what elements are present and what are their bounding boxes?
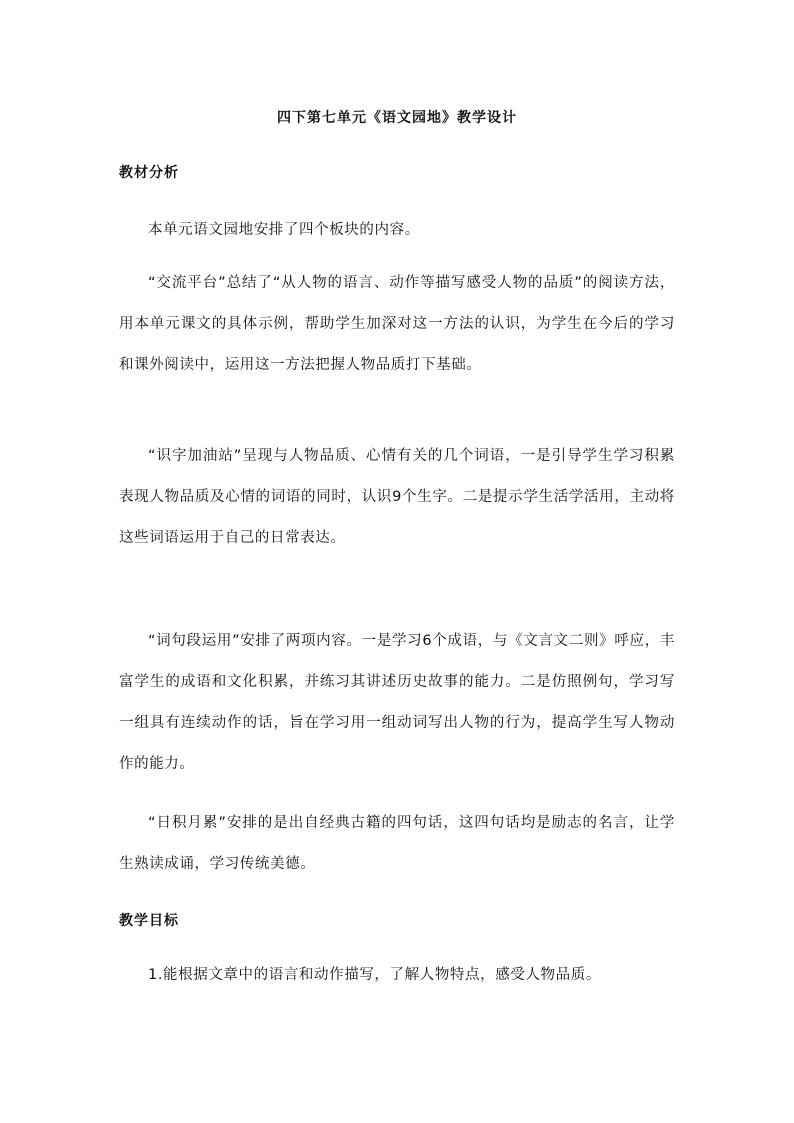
analysis-paragraph-5: “日积月累”安排的是出自经典古籍的四句话，这四句话均是励志的名言，让学生熟读成诵，学习传统美德。 xyxy=(119,815,675,872)
analysis-paragraph-3: “识字加油站”呈现与人物品质、心情有关的几个词语，一是引导学生学习积累表现人物品质及心情的词语的同时，认识9个生字。二是提示学生活学活用，主动将这些词语运用于自己的日常表达。 xyxy=(119,448,675,546)
objectives-paragraph-1: 1.能根据文章中的语言和动作描写，了解人物特点，感受人物品质。 xyxy=(148,967,601,983)
analysis-paragraph-4: “词句段运用”安排了两项内容。一是学习6个成语，与《文言文二则》呼应，丰富学生的成语和文化积累，并练习其讲述历史故事的能力。二是仿照例句，学习写一组具有连续动作的话，旨在学习用一组动词写出人物的行为，提高学生写人物动作的能力。 xyxy=(119,633,675,772)
section-heading-objectives: 教学目标 xyxy=(119,913,179,929)
analysis-paragraph-1: 本单元语文园地安排了四个板块的内容。 xyxy=(148,222,420,238)
document-title: 四下第七单元《语文园地》教学设计 xyxy=(277,110,517,126)
analysis-paragraph-2: “交流平台”总结了“从人物的语言、动作等描写感受人物的品质”的阅读方法，用本单元课文的具体示例，帮助学生加深对这一方法的认识，为学生在今后的学习和课外阅读中，运用这一方法把握人物品质打下基础。 xyxy=(119,275,675,373)
section-heading-analysis: 教材分析 xyxy=(119,165,179,181)
